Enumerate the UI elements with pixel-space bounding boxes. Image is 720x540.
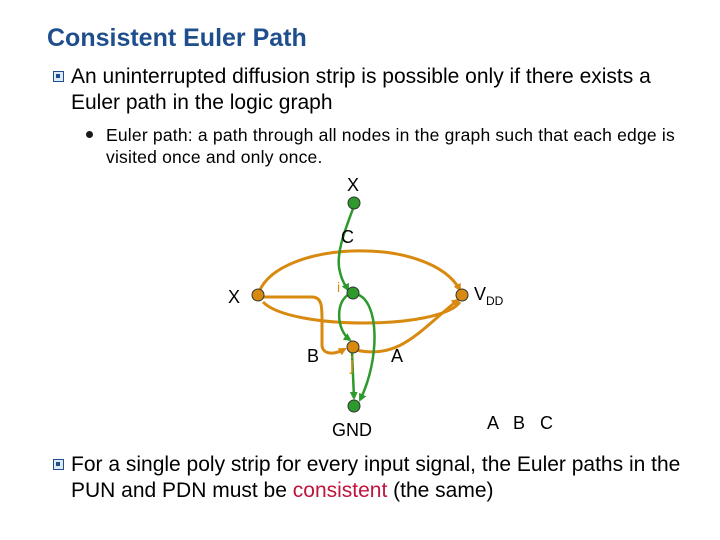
label-node-j: j	[350, 354, 354, 374]
label-euler-sequence: A B C	[487, 413, 554, 433]
bullet-2-icon	[53, 459, 64, 470]
bullet-2-post: (the same)	[387, 479, 494, 502]
node-x-top	[348, 197, 360, 209]
node-x-left	[252, 289, 264, 301]
node-i	[347, 287, 359, 299]
slide-title: Consistent Euler Path	[47, 24, 307, 52]
label-node-i: i	[337, 279, 341, 295]
edge-b-green	[339, 294, 350, 340]
sub-bullet-text: Euler path: a path through all nodes in the graph such that each edge is visited once and only once.	[106, 125, 675, 167]
edge-a-orange	[356, 300, 458, 352]
bullet-2-highlight: consistent	[292, 479, 388, 502]
label-gnd: GND	[332, 420, 372, 440]
label-x-left: X	[228, 287, 241, 307]
edge-x-orange	[263, 302, 460, 323]
edge-c-orange	[259, 251, 460, 292]
label-edge-c: C	[341, 227, 354, 247]
label-edge-a: A	[391, 346, 404, 366]
bullet-1-text: An uninterrupted diffusion strip is possible only if there exists a Euler path in the logic graph	[71, 65, 651, 114]
bullet-2-pre: For a single poly strip for every input signal, the Euler paths in the PUN and PDN must be	[71, 453, 681, 502]
label-edge-b: B	[307, 346, 320, 366]
label-vdd: $V_{DD}$	[474, 284, 504, 308]
edge-b-orange	[260, 297, 345, 353]
label-x-top: X	[347, 175, 360, 195]
edge-c-green	[339, 206, 354, 290]
node-j	[347, 341, 359, 353]
node-gnd	[348, 400, 360, 412]
node-vdd	[456, 289, 468, 301]
bullet-2-text	[71, 452, 711, 504]
